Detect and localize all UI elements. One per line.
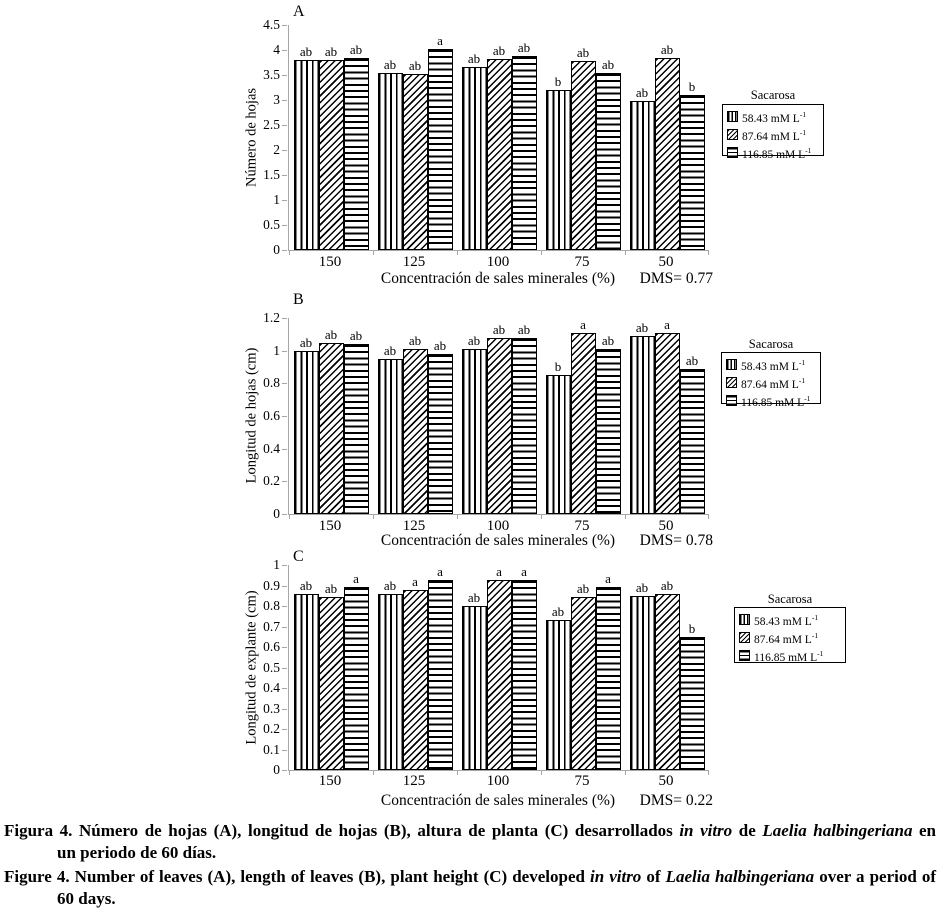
x-axis-title: Concentración de sales minerales (%) [380, 270, 616, 287]
bar-diagonal-lines [487, 580, 512, 770]
bar-group [289, 25, 373, 250]
legend-title: Sacarosa [750, 88, 796, 102]
bar-wrap [319, 25, 344, 250]
bar-group [457, 25, 541, 250]
bar-diagonal-lines [571, 333, 596, 514]
figure-caption-en [4, 866, 936, 909]
sig-label: ab [383, 577, 397, 593]
bar-vertical-lines [462, 349, 487, 514]
y-tick-mark [282, 709, 287, 710]
x-tick-label: 50 [658, 254, 674, 270]
y-tick-mark [282, 729, 287, 730]
y-tick-label: 1.2 [263, 310, 280, 325]
x-tick-label: 100 [486, 254, 510, 270]
y-tick-mark [282, 416, 287, 417]
bar-vertical-lines [546, 375, 571, 514]
bar-group [541, 318, 625, 514]
y-tick-label: 0.7 [263, 618, 280, 634]
bar-vertical-lines [294, 60, 319, 250]
figure-captions [4, 820, 936, 909]
sig-label: ab [349, 41, 363, 57]
x-tick-label: 75 [574, 254, 590, 270]
legend-title: Sacarosa [748, 337, 794, 351]
bar-diagonal-lines [487, 338, 512, 514]
legend-item [727, 144, 819, 162]
sig-label: ab [576, 580, 590, 596]
y-tick-mark [282, 750, 287, 751]
sig-label: a [580, 317, 586, 332]
y-tick-label: 0.8 [263, 598, 280, 613]
bar-horizontal-lines [596, 73, 621, 251]
y-tick-label: 0.1 [263, 741, 280, 757]
sig-label: ab [324, 580, 338, 596]
sig-label: ab [324, 326, 338, 342]
y-tick-label: 2.5 [263, 117, 280, 132]
bar-wrap [344, 318, 369, 514]
sig-label: a [412, 573, 418, 589]
bar-wrap [571, 565, 596, 770]
y-tick-label: 0.6 [263, 639, 280, 654]
bar-diagonal-lines [403, 590, 428, 770]
bar-wrap [428, 25, 453, 250]
horizontal-lines-swatch-icon [726, 395, 737, 406]
bar-horizontal-lines [680, 95, 705, 250]
x-tick-mark [708, 250, 709, 255]
y-tick-mark [282, 175, 287, 176]
sig-label: a [521, 564, 527, 579]
vertical-lines-swatch-icon [727, 111, 738, 122]
y-axis-title: Número de hojas [243, 87, 260, 187]
bar-group [373, 318, 457, 514]
bar-wrap [462, 318, 487, 514]
legend-item [739, 629, 841, 647]
x-axis-title: Concentración de sales minerales (%) [380, 532, 616, 549]
x-axis-title: Concentración de sales minerales (%) [380, 792, 616, 809]
bar-wrap [344, 565, 369, 770]
y-tick-mark [282, 318, 287, 319]
x-tick-label: 50 [658, 773, 674, 789]
bar-wrap [546, 565, 571, 770]
x-tick-label: 50 [658, 518, 674, 534]
bar-diagonal-lines [319, 597, 344, 770]
y-tick-mark [282, 647, 287, 648]
bar-wrap [512, 25, 537, 250]
y-tick-label: 0.5 [263, 659, 280, 675]
figure-caption-es [4, 820, 936, 864]
x-tick-mark [708, 514, 709, 519]
sig-label: a [437, 564, 443, 579]
y-axis-title: Longitud de explante (cm) [243, 589, 260, 745]
plot-area [288, 318, 709, 515]
bar-wrap [655, 25, 680, 250]
y-tick-label: 4 [273, 42, 280, 57]
horizontal-lines-swatch-icon [727, 147, 738, 158]
y-tick-label: 2 [273, 142, 280, 157]
x-tick-label: 75 [574, 518, 590, 534]
bar-wrap [655, 318, 680, 514]
y-tick-mark [282, 150, 287, 151]
vertical-lines-swatch-icon [739, 614, 750, 625]
sig-label: ab [299, 44, 313, 59]
bar-horizontal-lines [596, 349, 621, 514]
bar-group [625, 318, 709, 514]
y-tick-label: 1 [273, 557, 280, 572]
sig-label: ab [349, 328, 363, 344]
sig-label: a [664, 317, 670, 332]
sig-label: ab [660, 577, 674, 593]
sig-label: b [688, 79, 696, 94]
sig-label: ab [324, 44, 338, 59]
bar-wrap [487, 25, 512, 250]
y-tick-mark [282, 606, 287, 607]
sig-label: ab [635, 85, 649, 100]
bar-wrap [487, 565, 512, 770]
y-tick-label: 0.4 [263, 440, 280, 456]
bar-group [541, 25, 625, 250]
bar-wrap [403, 565, 428, 770]
legend-item [726, 392, 816, 410]
bar-wrap [630, 318, 655, 514]
bar-horizontal-lines [596, 587, 621, 771]
bar-group [625, 565, 709, 770]
y-tick-label: 0.4 [263, 680, 280, 695]
bar-wrap [546, 25, 571, 250]
bar-vertical-lines [630, 336, 655, 514]
bar-diagonal-lines [487, 59, 512, 251]
y-tick-label: 1.5 [263, 167, 280, 182]
bar-group [373, 565, 457, 770]
bar-vertical-lines [378, 359, 403, 514]
bar-wrap [294, 25, 319, 250]
y-tick-label: 0 [273, 242, 280, 257]
bar-diagonal-lines [319, 60, 344, 250]
sig-label: ab [433, 337, 447, 353]
legend-item-label: 58.43 mM $L^{-1}$ [754, 613, 819, 628]
bar-wrap [403, 25, 428, 250]
bar-vertical-lines [294, 594, 319, 770]
panel-label: A [293, 3, 305, 20]
legend-title: Sacarosa [767, 592, 813, 606]
sig-label: ab [467, 333, 481, 348]
y-tick-label: 0.5 [263, 217, 280, 232]
sig-label: ab [492, 42, 506, 58]
bar-wrap [546, 318, 571, 514]
dms-label: DMS= 0.22 [639, 792, 713, 809]
diagonal-lines-swatch-icon [739, 632, 750, 643]
sig-label: ab [660, 41, 674, 57]
sig-label: b [554, 359, 562, 375]
y-tick-label: 1 [273, 342, 280, 358]
bar-horizontal-lines [428, 354, 453, 514]
legend-box [722, 104, 824, 161]
sig-label: ab [383, 56, 397, 72]
legend-item-label: 87.64 mM $L^{-1}$ [741, 375, 806, 391]
bar-vertical-lines [462, 67, 487, 251]
bar-wrap [403, 318, 428, 514]
caption-line: Figura 4. Número de hojas (A), longitud de hojas (B), altura de planta (C) desarrollados in vitro de Laelia halbingeriana en [4, 821, 937, 840]
bar-wrap [319, 318, 344, 514]
bar-wrap [571, 25, 596, 250]
y-tick-label: 0.2 [263, 721, 280, 736]
sig-label: ab [408, 58, 422, 73]
bar-wrap [462, 25, 487, 250]
x-tick-label: 100 [486, 518, 510, 534]
x-tick-label: 125 [402, 518, 426, 534]
y-tick-label: 0.8 [263, 375, 280, 391]
bar-wrap [680, 565, 705, 770]
bar-group [541, 565, 625, 770]
y-tick-label: 0.9 [263, 577, 280, 593]
legend-item [726, 374, 816, 392]
sig-label: ab [601, 333, 615, 348]
vertical-lines-swatch-icon [726, 359, 737, 370]
sig-label: ab [635, 579, 649, 595]
sig-label: ab [517, 321, 531, 337]
bar-diagonal-lines [403, 74, 428, 250]
y-tick-mark [282, 50, 287, 51]
legend-item-label: 116.85 mM $L^{-1}$ [742, 145, 812, 161]
bar-diagonal-lines [571, 61, 596, 250]
plot-area [288, 565, 709, 771]
legend-item [727, 108, 819, 126]
bar-vertical-lines [462, 606, 487, 770]
legend-box [721, 352, 821, 409]
legend-item-label: 58.43 mM $L^{-1}$ [742, 110, 807, 125]
y-tick-label: 0.3 [263, 700, 280, 716]
sig-label: a [353, 570, 359, 586]
panel-label: B [293, 291, 304, 308]
y-tick-label: 3.5 [263, 67, 280, 82]
dms-label: DMS= 0.77 [639, 270, 713, 287]
y-tick-mark [282, 668, 287, 669]
y-tick-mark [282, 25, 287, 26]
bar-diagonal-lines [655, 594, 680, 770]
y-tick-mark [282, 351, 287, 352]
bar-wrap [680, 25, 705, 250]
bar-wrap [378, 25, 403, 250]
bar-wrap [512, 318, 537, 514]
x-tick-label: 125 [402, 773, 426, 789]
bar-group [289, 565, 373, 770]
legend-item [739, 647, 841, 665]
sig-label: a [437, 32, 443, 48]
bar-group [457, 565, 541, 770]
y-tick-mark [282, 225, 287, 226]
bar-horizontal-lines [344, 58, 369, 251]
y-tick-label: 0.6 [263, 408, 280, 423]
sig-label: b [688, 620, 696, 636]
sig-label: ab [551, 604, 565, 620]
sig-label: ab [492, 321, 506, 337]
y-tick-mark [282, 586, 287, 587]
bar-vertical-lines [294, 351, 319, 514]
sig-label: b [554, 74, 562, 89]
bar-horizontal-lines [512, 338, 537, 514]
bar-horizontal-lines [428, 580, 453, 770]
y-tick-mark [282, 770, 287, 771]
sig-label: ab [635, 320, 649, 335]
bar-horizontal-lines [428, 49, 453, 251]
y-tick-label: 0.2 [263, 473, 280, 489]
x-tick-label: 150 [318, 773, 342, 789]
y-tick-mark [282, 125, 287, 126]
bar-vertical-lines [378, 73, 403, 251]
sig-label: ab [383, 342, 397, 358]
legend-item-label: 58.43 mM $L^{-1}$ [741, 358, 806, 373]
y-tick-mark [282, 627, 287, 628]
bar-vertical-lines [378, 594, 403, 770]
legend-item [739, 611, 841, 629]
y-tick-mark [282, 481, 287, 482]
bar-horizontal-lines [512, 56, 537, 250]
y-tick-mark [282, 250, 287, 251]
panel-label: C [293, 548, 304, 565]
bar-diagonal-lines [655, 58, 680, 251]
diagonal-lines-swatch-icon [727, 129, 738, 140]
y-tick-mark [282, 200, 287, 201]
x-tick-mark [708, 770, 709, 775]
bar-vertical-lines [546, 620, 571, 770]
bar-wrap [571, 318, 596, 514]
y-tick-mark [282, 565, 287, 566]
caption-line: Figure 4. Number of leaves (A), length of leaves (B), plant height (C) developed in vitro of Laelia halbingeriana over a period of [4, 867, 936, 886]
bar-wrap [487, 318, 512, 514]
y-tick-label: 0 [273, 762, 280, 777]
bar-vertical-lines [630, 101, 655, 250]
y-tick-mark [282, 449, 287, 450]
x-tick-label: 100 [486, 773, 510, 789]
bar-wrap [680, 318, 705, 514]
diagonal-lines-swatch-icon [726, 377, 737, 388]
bar-wrap [378, 318, 403, 514]
bar-vertical-lines [630, 596, 655, 770]
bar-wrap [294, 318, 319, 514]
sig-label: ab [576, 45, 590, 60]
sig-label: ab [299, 334, 313, 350]
x-tick-label: 75 [574, 773, 590, 789]
sig-label: ab [467, 590, 481, 605]
sig-label: ab [467, 50, 481, 66]
bar-wrap [428, 565, 453, 770]
legend-item-label: 116.85 mM $L^{-1}$ [741, 393, 811, 409]
y-axis-title: Longitud de hojas (cm) [243, 347, 260, 484]
sig-label: ab [408, 333, 422, 348]
bar-group [625, 25, 709, 250]
bar-wrap [344, 25, 369, 250]
bar-wrap [319, 565, 344, 770]
sig-label: ab [299, 577, 313, 593]
bar-vertical-lines [546, 90, 571, 250]
y-tick-mark [282, 688, 287, 689]
horizontal-lines-swatch-icon [739, 650, 750, 661]
legend-item-label: 87.64 mM $L^{-1}$ [754, 630, 819, 646]
bar-group [373, 25, 457, 250]
legend-box [734, 607, 846, 663]
bar-horizontal-lines [680, 369, 705, 514]
sig-label: ab [601, 56, 615, 72]
sig-label: ab [517, 40, 531, 55]
bar-horizontal-lines [344, 587, 369, 771]
sig-label: a [496, 564, 502, 579]
bar-diagonal-lines [571, 597, 596, 770]
bar-horizontal-lines [512, 580, 537, 770]
x-tick-label: 125 [402, 254, 426, 270]
legend-item-label: 87.64 mM $L^{-1}$ [742, 127, 807, 143]
bar-group [457, 318, 541, 514]
y-tick-label: 4.5 [263, 17, 280, 32]
bar-wrap [462, 565, 487, 770]
legend-item-label: 116.85 mM $L^{-1}$ [754, 648, 824, 664]
bar-horizontal-lines [680, 637, 705, 770]
sig-label: a [605, 570, 611, 586]
legend-item [727, 126, 819, 144]
y-tick-label: 0 [273, 506, 280, 521]
x-tick-label: 150 [318, 518, 342, 534]
sig-label: ab [685, 352, 699, 368]
bar-diagonal-lines [319, 343, 344, 515]
y-tick-mark [282, 75, 287, 76]
bar-group [289, 318, 373, 514]
bar-wrap [596, 25, 621, 250]
y-tick-mark [282, 100, 287, 101]
caption-line: un periodo de 60 días. [57, 843, 217, 862]
bar-wrap [596, 565, 621, 770]
y-tick-label: 3 [273, 92, 280, 107]
x-tick-label: 150 [318, 254, 342, 270]
y-tick-mark [282, 383, 287, 384]
bar-horizontal-lines [344, 344, 369, 514]
dms-label: DMS= 0.78 [639, 532, 713, 549]
bar-wrap [630, 565, 655, 770]
bar-wrap [378, 565, 403, 770]
y-tick-label: 1 [273, 192, 280, 207]
bar-diagonal-lines [403, 349, 428, 514]
bar-diagonal-lines [655, 333, 680, 514]
caption-line: 60 days. [57, 889, 116, 908]
bar-wrap [294, 565, 319, 770]
legend-item [726, 356, 816, 374]
bar-wrap [630, 25, 655, 250]
bar-wrap [428, 318, 453, 514]
bar-wrap [596, 318, 621, 514]
y-tick-mark [282, 514, 287, 515]
plot-area [288, 25, 709, 251]
bar-wrap [512, 565, 537, 770]
bar-wrap [655, 565, 680, 770]
